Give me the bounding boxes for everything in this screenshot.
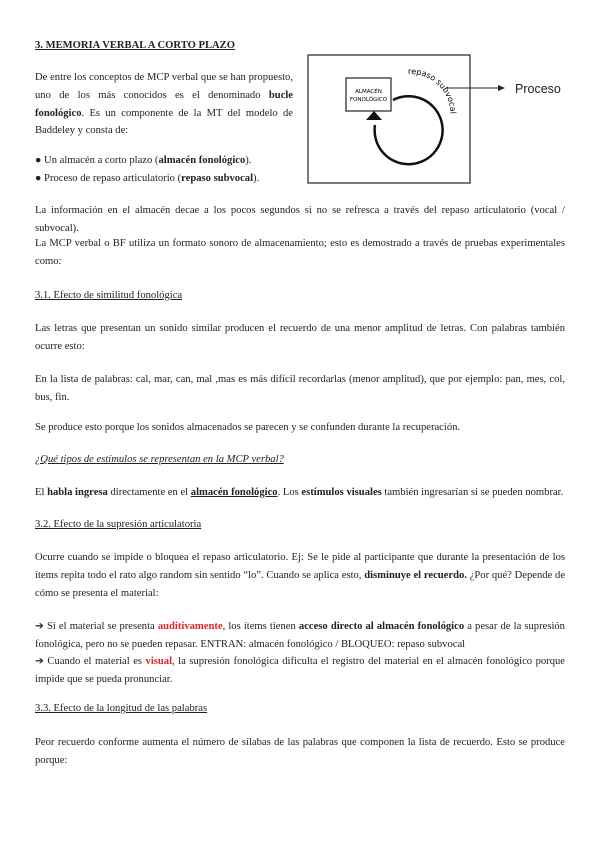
bullet-bold: repaso subvocal <box>181 172 254 184</box>
highlight-red-text: auditivamente <box>157 621 223 632</box>
text: ➔ Cuando el material es <box>35 656 146 667</box>
phonological-loop-diagram <box>300 40 580 190</box>
store-box-label-1: ALMACÉN <box>355 89 382 95</box>
bold-text: habla ingresa <box>47 487 108 498</box>
bullet-text-end: ). <box>253 172 260 184</box>
format-paragraph: La MCP verbal o BF utiliza un formato sonoro de almacenamiento; esto es demostrado a través de pruebas experimentales como: <box>35 238 565 267</box>
intro-text: De entre los conceptos de MCP verbal que se han propuesto, uno de los más conocidos es el denominado <box>35 72 293 101</box>
loop-label: repaso subvocal <box>407 66 458 115</box>
text: a pesar de la supresión fonológica, pero no se pueden repasar. ENTRAN: almacén fonológico / BLOQUEO: repaso subvocal <box>35 621 565 650</box>
s32-auditory-point <box>35 618 565 654</box>
text: , la supresión fonológica dificulta el registro del material en el almacén fonológico porque impide que se pueda pronunciar. <box>35 656 565 685</box>
s32-visual-point <box>35 653 565 689</box>
text: Ocurre cuando se impide o bloquea el repaso articulatorio. Ej: Se le pide al participante que durante la presentación de los ítems repita todo el rato algo random sin sentido “lo”. Cuando se aplica esto, <box>35 552 565 581</box>
subsection-heading-3-1: 3.1. Efecto de similitud fonológica <box>35 290 183 301</box>
s32-paragraph <box>35 549 565 602</box>
process-arrowhead-icon <box>498 85 505 91</box>
text: también ingresarían si se pueden nombrar. <box>381 487 564 498</box>
s31-paragraph-3: Se produce esto porque los sonidos almacenados se parecen y se confunden durante la recuperación. <box>35 422 461 433</box>
decay-paragraph: La información en el almacén decae a los pocos segundos si no se refresca a través del repaso articulatorio (vocal / subvocal). <box>35 205 565 234</box>
process-label: Proceso <box>515 82 561 96</box>
highlight-red-text: visual <box>145 656 173 667</box>
bold-text: disminuye el recuerdo. <box>364 569 467 581</box>
bold-underlined-text: almacén fonológico <box>190 487 278 498</box>
intro-bold: bucle fonológico <box>35 89 293 119</box>
text: . Los <box>277 487 302 498</box>
section-title: 3. MEMORIA VERBAL A CORTO PLAZO <box>35 40 235 51</box>
text: ➔ Si el material se presenta <box>35 621 158 632</box>
bold-text: acceso directo al almacén fonológico <box>298 621 465 632</box>
bullet-text: ● Un almacén a corto plazo ( <box>35 155 159 166</box>
bullet-text-end: ). <box>245 155 252 166</box>
question-paragraph <box>35 484 565 502</box>
subsection-heading-3-2: 3.2. Efecto de la supresión articulatoria <box>35 519 202 530</box>
subsection-heading-3-3: 3.3. Efecto de la longitud de las palabras <box>35 703 208 714</box>
text: directamente en el <box>107 487 191 498</box>
s31-paragraph-2: En la lista de palabras: cal, mar, can, mal ,mas es más difícil recordarlas (menor amplitud), que por ejemplo: pan, mes, col, bus, fin. <box>35 374 565 403</box>
s33-paragraph: Peor recuerdo conforme aumenta el número de sílabas de las palabras que componen la lista de recuerdo. Esto se produce porque: <box>35 737 565 766</box>
bullet-bold: almacén fonológico <box>158 155 246 166</box>
intro-paragraph <box>35 69 293 140</box>
store-box-label-2: FONOLÓGICO <box>349 97 388 103</box>
question-heading: ¿Qué tipos de estímulos se representan en la MCP verbal? <box>35 454 284 465</box>
bold-text: estímulos visuales <box>301 487 382 498</box>
bullet-text: ● Proceso de repaso articulatorio ( <box>35 172 182 184</box>
text: ¿Por qué? Depende de cómo se presenta el material: <box>35 569 566 599</box>
text: , los ítems tienen <box>222 621 299 632</box>
text: El <box>35 487 48 498</box>
diagram-frame <box>308 55 470 183</box>
s31-paragraph-1: Las letras que presentan un sonido similar producen el recuerdo de una menor amplitud de letras. Con palabras también ocurre esto: <box>35 323 565 352</box>
intro-text-2: . Es un componente de la MT del modelo de Baddeley y consta de: <box>35 107 293 137</box>
